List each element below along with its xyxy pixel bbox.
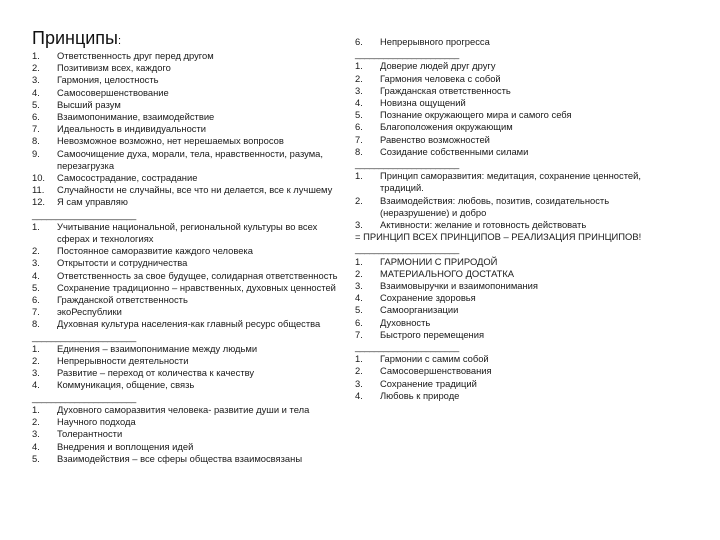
item-number: 1.	[355, 170, 363, 182]
list-item	[32, 257, 362, 269]
list-item	[32, 62, 362, 74]
item-number: 2.	[355, 194, 363, 206]
right-group-4	[355, 353, 705, 402]
list-item	[355, 365, 705, 377]
item-text: Принцип саморазвития: медитация, сохранение ценностей,	[380, 170, 641, 182]
item-number: 5.	[32, 281, 40, 293]
item-number: 6.	[355, 36, 363, 47]
list-item	[355, 85, 705, 97]
list-item	[32, 148, 362, 160]
list-item	[32, 282, 362, 294]
item-text: Самосовершенствования	[380, 365, 492, 377]
separator-line: ______________________	[32, 391, 136, 403]
separator-line: ______________________	[355, 341, 459, 353]
item-text: Постоянное саморазвитие каждого человека	[57, 245, 253, 257]
item-text: Равенство возможностей	[380, 133, 490, 145]
item-number: 4.	[32, 269, 40, 281]
item-number: 7.	[355, 133, 363, 145]
list-item	[355, 134, 705, 146]
item-continuation: перезагрузка	[57, 159, 115, 171]
list-item	[355, 353, 705, 365]
item-number: 1.	[32, 403, 40, 415]
list-item	[32, 221, 362, 233]
list-item	[32, 453, 362, 465]
item-number: 4.	[32, 86, 40, 98]
list-item	[355, 97, 705, 109]
item-number: 8.	[355, 145, 363, 157]
list-item	[32, 50, 362, 62]
separator-line: ______________________	[32, 330, 136, 342]
list-item	[355, 378, 705, 390]
item-text: Гармония, целостность	[57, 74, 159, 86]
item-number: 3.	[355, 377, 363, 389]
item-number: 2.	[32, 245, 40, 257]
list-item	[32, 245, 362, 257]
list-item	[32, 123, 362, 135]
left-group-3	[32, 343, 362, 392]
item-number: 5.	[32, 98, 40, 110]
list-item	[355, 146, 705, 158]
item-number: 4.	[32, 379, 40, 391]
separator-line: ______________________	[355, 48, 459, 60]
item-number: 3.	[355, 280, 363, 292]
left-group-1	[32, 50, 362, 209]
list-item	[32, 404, 362, 416]
item-number: 9.	[32, 147, 40, 159]
item-text: Ответственность за свое будущее, солидарная ответственность	[57, 269, 338, 281]
item-text: Единения – взаимопонимание между людьми	[57, 342, 258, 354]
item-text: Гармония человека с собой	[380, 72, 501, 84]
item-text: Учитывание национальной, региональной культуры во всех	[57, 220, 318, 232]
right-group-1	[355, 60, 705, 158]
list-item	[355, 268, 705, 280]
item-text: Внедрения и воплощения идей	[57, 440, 194, 452]
item-text: Благоположения окружающим	[380, 121, 513, 133]
list-item	[32, 111, 362, 123]
item-text: Взаимопонимание, взаимодействие	[57, 111, 215, 123]
list-item	[32, 74, 362, 86]
list-item	[32, 318, 362, 330]
item-text: Толерантности	[57, 428, 123, 440]
item-text: Гражданской ответственность	[57, 294, 188, 306]
item-number: 1.	[355, 255, 363, 267]
item-text: Активности: желание и готовность действовать	[380, 219, 587, 231]
item-text: Самосострадание, сострадание	[57, 172, 198, 184]
item-number: 2.	[32, 62, 40, 74]
list-item	[355, 219, 705, 231]
item-text: ГАРМОНИИ С ПРИРОДОЙ	[380, 255, 498, 267]
item-number: 11.	[32, 184, 45, 196]
item-text: Сохранение здоровья	[380, 292, 476, 304]
list-item	[32, 196, 362, 208]
item-number: 3.	[32, 74, 40, 86]
list-item	[32, 99, 362, 111]
item-number: 2.	[32, 355, 40, 367]
item-text: Гражданская ответственность	[380, 84, 511, 96]
item-text: Взаимодействия – все сферы общества взаимосвязаны	[57, 452, 303, 464]
item-text: Гармонии с самим собой	[380, 353, 489, 365]
list-item	[355, 304, 705, 316]
list-item	[32, 135, 362, 147]
item-number: 6.	[32, 294, 40, 306]
item-number: 2.	[355, 267, 363, 279]
item-number: 2.	[32, 416, 40, 428]
list-item	[32, 343, 362, 355]
right-group-3	[355, 256, 705, 341]
item-text: Самосовершенствование	[57, 86, 169, 98]
item-continuation: (неразрушение) и добро	[380, 206, 487, 218]
list-item	[355, 121, 705, 133]
item-text: Самоорганизации	[380, 304, 459, 316]
list-item	[32, 184, 362, 196]
title-colon: :	[118, 35, 122, 47]
item-text: Духовная культура населения-как главный ресурс общества	[57, 318, 321, 330]
item-number: 3.	[355, 219, 363, 231]
item-number: 5.	[355, 109, 363, 121]
item-text: Самоочищение духа, морали, тела, нравственности, разума,	[57, 147, 323, 159]
item-text: Открытости и сотрудничества	[57, 257, 188, 269]
item-number: 4.	[355, 97, 363, 109]
list-item	[355, 36, 705, 48]
list-item	[32, 428, 362, 440]
left-group-4	[32, 404, 362, 465]
list-item	[355, 256, 705, 268]
item-text: Непрерывного прогресса	[380, 36, 490, 47]
item-number: 7.	[32, 306, 40, 318]
item-number: 4.	[355, 389, 363, 401]
item-number: 3.	[355, 84, 363, 96]
item-number: 3.	[32, 367, 40, 379]
item-text: Сохранение традиционно – нравственных, духовных ценностей	[57, 281, 336, 293]
list-item	[32, 294, 362, 306]
item-text: Быстрого перемещения	[380, 328, 485, 340]
item-number: 1.	[32, 220, 40, 232]
list-item	[355, 292, 705, 304]
summary-line: = ПРИНЦИП ВСЕХ ПРИНЦИПОВ – РЕАЛИЗАЦИЯ ПРИНЦИПОВ!	[355, 231, 642, 243]
list-item	[355, 329, 705, 341]
item-text: Случайности не случайны, все что ни делается, все к лучшему	[57, 184, 333, 196]
item-text: экоРеспублики	[57, 306, 122, 318]
list-item	[32, 379, 362, 391]
item-number: 1.	[32, 342, 40, 354]
item-number: 2.	[355, 365, 363, 377]
item-number: 2.	[355, 72, 363, 84]
item-number: 8.	[32, 135, 40, 147]
list-item	[32, 172, 362, 184]
item-number: 6.	[355, 316, 363, 328]
list-item	[355, 60, 705, 72]
item-continuation: традиций.	[380, 182, 424, 194]
item-text: МАТЕРИАЛЬНОГО ДОСТАТКА	[380, 267, 515, 279]
list-item	[32, 416, 362, 428]
item-number: 7.	[32, 123, 40, 135]
item-number: 7.	[355, 328, 363, 340]
item-text: Познание окружающего мира и самого себя	[380, 109, 572, 121]
item-text: Коммуникация, общение, связь	[57, 379, 195, 391]
item-number: 6.	[355, 121, 363, 133]
item-text: Новизна ощущений	[380, 97, 466, 109]
list-item	[355, 170, 705, 182]
item-text: Научного подхода	[57, 416, 136, 428]
item-text: Взаимодействия: любовь, позитив, созидательность	[380, 194, 610, 206]
list-item	[32, 441, 362, 453]
list-item	[32, 355, 362, 367]
item-text: Духовного саморазвития человека- развитие души и тела	[57, 403, 310, 415]
item-text: Доверие людей друг другу	[380, 60, 496, 72]
item-text: Ответственность друг перед другом	[57, 50, 214, 61]
item-text: Высший разум	[57, 98, 121, 110]
item-number: 12.	[32, 196, 46, 208]
item-number: 3.	[32, 257, 40, 269]
item-number: 8.	[32, 318, 40, 330]
item-number: 1.	[32, 50, 40, 61]
list-item	[355, 280, 705, 292]
list-item	[355, 390, 705, 402]
separator-line: ______________________	[355, 158, 459, 170]
list-item	[32, 87, 362, 99]
item-text: Непрерывности деятельности	[57, 355, 189, 367]
item-number: 3.	[32, 428, 40, 440]
separator-line: ______________________	[355, 243, 459, 255]
item-number: 1.	[355, 60, 363, 72]
item-number: 6.	[32, 111, 40, 123]
item-text: Невозможное возможно, нет нерешаемых вопросов	[57, 135, 284, 147]
item-continuation: сферах и технологиях	[57, 233, 154, 245]
item-text: Взаимовыручки и взаимопонимания	[380, 280, 538, 292]
item-number: 4.	[32, 440, 40, 452]
list-item	[32, 367, 362, 379]
item-text: Я сам управляю	[57, 196, 128, 208]
item-number: 10.	[32, 172, 46, 184]
item-number: 4.	[355, 292, 363, 304]
right-column	[355, 36, 705, 402]
right-group-2	[355, 170, 705, 243]
item-number: 5.	[32, 452, 40, 464]
item-text: Созидание собственными силами	[380, 145, 529, 157]
item-number: 5.	[355, 304, 363, 316]
item-text: Сохранение традиций	[380, 377, 477, 389]
item-text: Любовь к природе	[380, 389, 460, 401]
left-group-2	[32, 221, 362, 331]
item-text: Позитивизм всех, каждого	[57, 62, 171, 74]
page-title	[32, 28, 121, 49]
list-item	[355, 195, 705, 207]
left-column	[32, 50, 362, 465]
title-text: Принципы	[32, 28, 118, 48]
list-item	[355, 73, 705, 85]
item-text: Идеальность в индивидуальности	[57, 123, 207, 135]
list-item	[355, 317, 705, 329]
item-text: Развитие – переход от количества к качеству	[57, 367, 255, 379]
item-number: 1.	[355, 353, 363, 365]
separator-line: ______________________	[32, 208, 136, 220]
item-text: Духовность	[380, 316, 431, 328]
list-item	[32, 270, 362, 282]
list-item	[32, 306, 362, 318]
list-item	[355, 109, 705, 121]
